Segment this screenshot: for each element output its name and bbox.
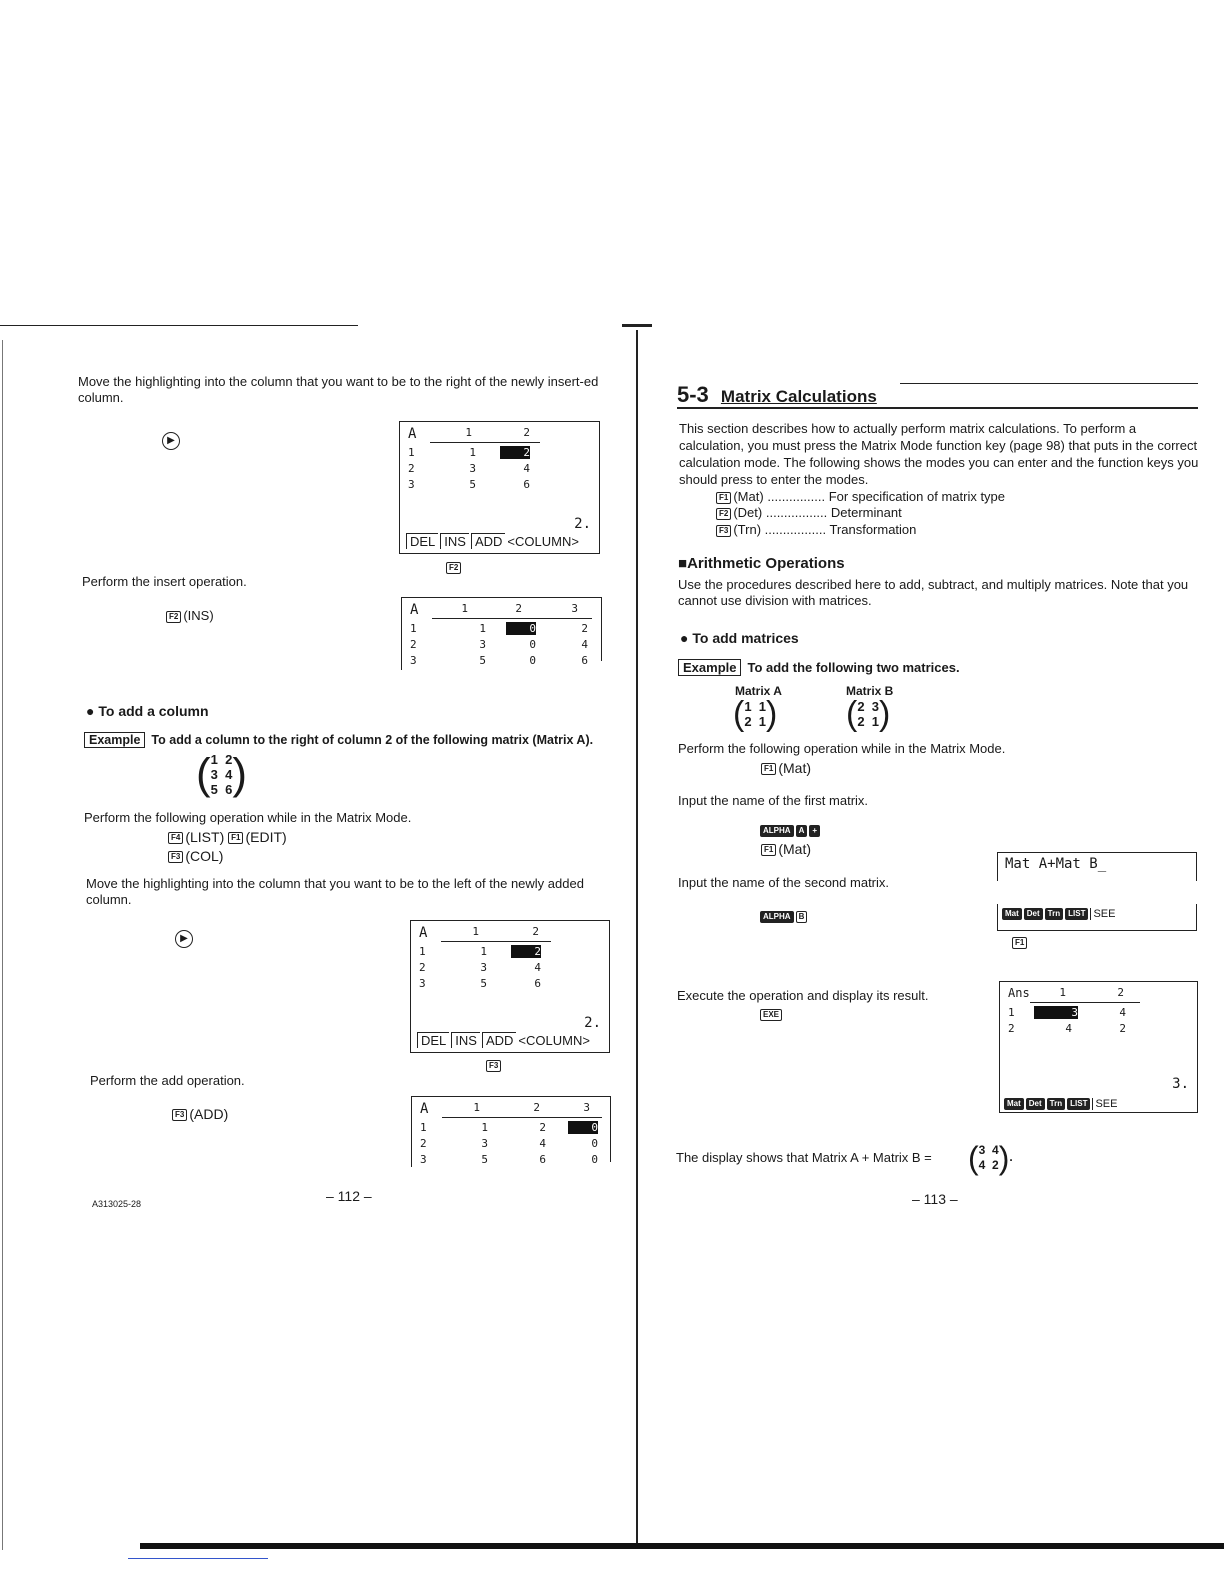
keys-second: ALPHA B xyxy=(760,908,809,924)
cell: 4 xyxy=(523,462,530,475)
cell: 0 xyxy=(591,1153,598,1166)
matrix-name: A xyxy=(410,602,419,618)
col-header: 2 xyxy=(532,925,539,938)
cell: 1 xyxy=(469,446,476,459)
menu-ins[interactable]: INS xyxy=(440,533,469,549)
menu-add[interactable]: ADD xyxy=(482,1032,516,1048)
matrix-name: A xyxy=(420,1101,429,1117)
left-example-line xyxy=(84,732,593,748)
calc-screen-2 xyxy=(401,597,601,670)
matrix-b-display: (2 3 2 1) xyxy=(846,695,891,733)
perform-add-text: Perform the add operation. xyxy=(90,1073,245,1088)
calc-screen-1 xyxy=(399,421,600,554)
row-2: 2 xyxy=(410,638,417,651)
cell: 4 xyxy=(1119,1006,1126,1019)
cell: 5 xyxy=(480,977,487,990)
cell: 4 xyxy=(534,961,541,974)
cell: 6 xyxy=(534,977,541,990)
menu-ins[interactable]: INS xyxy=(451,1032,480,1048)
row-2: 2 xyxy=(1008,1022,1015,1035)
cell-highlighted: 2 xyxy=(511,945,541,958)
col-header: 1 xyxy=(461,602,468,615)
cell: 0 xyxy=(529,638,536,651)
example-label: Example xyxy=(84,732,145,748)
matrix-name: Ans xyxy=(1008,986,1030,1000)
doc-code: A313025-28 xyxy=(92,1199,142,1209)
menu-list[interactable]: LIST xyxy=(1067,1098,1090,1110)
move-left-text: Move the highlighting into the column that you want to be to the left of the newly added column. xyxy=(86,876,584,907)
col-header: 1 xyxy=(473,1101,480,1114)
menu-del[interactable]: DEL xyxy=(406,533,438,549)
matrix-name: A xyxy=(419,925,428,941)
header-underline xyxy=(430,442,540,443)
matrix-a-display: (1 2 3 4 5 6) xyxy=(196,749,248,799)
keys-first: ALPHA A + xyxy=(760,822,822,838)
key-f3-below-screen3: F3 xyxy=(486,1057,503,1073)
exe-key: EXE xyxy=(760,1006,784,1022)
header-underline xyxy=(1030,1002,1140,1003)
cell-highlighted: 0 xyxy=(506,622,536,635)
cell-highlighted: 2 xyxy=(500,446,530,459)
perform-following-left: Perform the following operation while in the Matrix Mode. xyxy=(84,810,412,825)
value-readout: 2. xyxy=(574,516,591,532)
page-number-left: – 112 – xyxy=(326,1188,372,1204)
cell: 5 xyxy=(469,478,476,491)
menu-del[interactable]: DEL xyxy=(417,1032,449,1048)
function-menu xyxy=(1004,1098,1117,1110)
section-number: 5-3 xyxy=(677,382,709,407)
screen2-right-border xyxy=(601,597,603,661)
row-1: 1 xyxy=(419,945,426,958)
cell: 3 xyxy=(469,462,476,475)
value-readout: 3. xyxy=(1172,1076,1189,1092)
cell: 5 xyxy=(481,1153,488,1166)
col-header: 3 xyxy=(571,602,578,615)
cell: 6 xyxy=(523,478,530,491)
left-intro-text: Move the highlighting into the column that you want to be to the right of the newly insert-ed column. xyxy=(78,374,599,405)
function-menu xyxy=(997,904,1197,931)
example-text: To add a column to the right of column 2 of the following matrix (Matrix A). xyxy=(151,733,594,747)
mode-row-trn: F3 (Trn) ................. Transformation xyxy=(716,522,916,538)
cell: 5 xyxy=(479,654,486,667)
add-column-heading: ● To add a column xyxy=(86,703,209,719)
op-mat: F1 (Mat) xyxy=(761,760,811,776)
menu-trn[interactable]: Trn xyxy=(1047,1098,1065,1110)
perform-following-right: Perform the following operation while in the Matrix Mode. xyxy=(678,741,1006,756)
row-2: 2 xyxy=(420,1137,427,1150)
col-header: 1 xyxy=(465,426,472,439)
key-f2-below-screen1: F2 xyxy=(446,559,463,575)
example-label: Example xyxy=(678,659,741,676)
menu-mat[interactable]: Mat xyxy=(1004,1098,1024,1110)
op-mat-2: F1 (Mat) xyxy=(761,841,811,857)
spine-cap xyxy=(622,324,652,327)
menu-column-label: <COLUMN> xyxy=(507,534,579,549)
insert-op: F2 (INS) xyxy=(166,608,214,624)
right-intro-text: This section describes how to actually perform matrix calculations. To perform a calculation, you must press the Matrix Mode function key (page 98) that puts in the correct calculation mode. The following shows the modes you can enter and the function keys you should press to enter the modes. xyxy=(679,421,1199,487)
result-text: The display shows that Matrix A + Matrix B = xyxy=(676,1150,932,1165)
cell: 3 xyxy=(481,1137,488,1150)
menu-mat[interactable]: Mat xyxy=(1002,908,1022,920)
col-header: 2 xyxy=(533,1101,540,1114)
page-number-right: – 113 – xyxy=(912,1191,958,1207)
menu-det[interactable]: Det xyxy=(1026,1098,1045,1110)
cell: 6 xyxy=(581,654,588,667)
op-list-edit: F4 (LIST) F1 (EDIT) xyxy=(168,829,287,845)
mode-row-det: F2 (Det) ................. Determinant xyxy=(716,505,902,521)
arith-text: Use the procedures described here to add, subtract, and multiply matrices. Note that you cannot use division with matrices. xyxy=(678,577,1189,608)
menu-list[interactable]: LIST xyxy=(1065,908,1088,920)
header-underline xyxy=(442,1117,602,1118)
cell: 2 xyxy=(1119,1022,1126,1035)
example-text: To add the following two matrices. xyxy=(747,660,960,675)
row-3: 3 xyxy=(408,478,415,491)
row-1: 1 xyxy=(420,1121,427,1134)
header-underline xyxy=(441,941,551,942)
row-1: 1 xyxy=(1008,1006,1015,1019)
screen4-right-border xyxy=(610,1096,612,1162)
perform-insert-text: Perform the insert operation. xyxy=(82,574,247,589)
cell-highlighted: 0 xyxy=(568,1121,598,1134)
col-header: 2 xyxy=(515,602,522,615)
col-header: 1 xyxy=(1059,986,1066,999)
input-first-text: Input the name of the first matrix. xyxy=(678,793,869,808)
menu-see[interactable]: SEE xyxy=(1090,908,1115,920)
op-col: F3 (COL) xyxy=(168,848,223,864)
col-header: 1 xyxy=(472,925,479,938)
cell: 1 xyxy=(479,622,486,635)
matrix-name: A xyxy=(408,426,417,442)
menu-column-label: <COLUMN> xyxy=(518,1033,590,1048)
add-matrices-heading: ● To add matrices xyxy=(680,630,799,646)
mode-row-mat: F1 (Mat) ................ For specification of matrix type xyxy=(716,489,1005,505)
section-rule xyxy=(900,383,1198,384)
col-header: 2 xyxy=(523,426,530,439)
value-readout: 2. xyxy=(584,1015,601,1031)
cursor-right-key-icon: ▶ xyxy=(162,432,180,450)
menu-add[interactable]: ADD xyxy=(471,533,505,549)
row-1: 1 xyxy=(410,622,417,635)
col-header: 2 xyxy=(1117,986,1124,999)
menu-det[interactable]: Det xyxy=(1024,908,1043,920)
execute-text: Execute the operation and display its result. xyxy=(677,988,929,1003)
cell: 4 xyxy=(539,1137,546,1150)
result-matrix: (3 4 4 2). xyxy=(968,1140,1013,1176)
row-2: 2 xyxy=(408,462,415,475)
cell: 4 xyxy=(1065,1022,1072,1035)
row-1: 1 xyxy=(408,446,415,459)
matrix-a-label: Matrix A xyxy=(735,684,782,698)
right-example-line xyxy=(678,660,960,676)
arith-heading: ■Arithmetic Operations xyxy=(678,555,845,572)
cell: 2 xyxy=(581,622,588,635)
header-underline xyxy=(432,618,592,619)
row-3: 3 xyxy=(410,654,417,667)
bottom-blue-line xyxy=(128,1558,268,1559)
cell: 6 xyxy=(539,1153,546,1166)
row-3: 3 xyxy=(419,977,426,990)
col-header: 3 xyxy=(583,1101,590,1114)
add-op: F3 (ADD) xyxy=(172,1106,228,1122)
bottom-rule xyxy=(140,1543,1224,1549)
calc-screen-3 xyxy=(410,920,610,1053)
calc-screen-6 xyxy=(999,981,1198,1113)
matrix-a-display: (1 1 2 1) xyxy=(733,695,778,733)
cell: 3 xyxy=(480,961,487,974)
key-f1-below-screen5: F1 xyxy=(1012,934,1029,950)
matrix-b-label: Matrix B xyxy=(846,684,894,698)
calc-screen-5 xyxy=(997,852,1197,932)
cursor-right-key-icon-2: ▶ xyxy=(175,930,193,948)
section-header xyxy=(677,382,877,410)
cell: 0 xyxy=(591,1137,598,1150)
section-rule-under xyxy=(677,407,1198,409)
cell: 4 xyxy=(581,638,588,651)
menu-see[interactable]: SEE xyxy=(1092,1098,1117,1110)
section-title: Matrix Calculations xyxy=(720,387,877,406)
left-edge-line xyxy=(2,340,3,1550)
row-3: 3 xyxy=(420,1153,427,1166)
cell: 1 xyxy=(481,1121,488,1134)
calc-screen-4 xyxy=(411,1096,610,1167)
cell: 0 xyxy=(529,654,536,667)
input-second-text: Input the name of the second matrix. xyxy=(678,875,890,890)
menu-trn[interactable]: Trn xyxy=(1045,908,1063,920)
function-menu xyxy=(417,1033,590,1048)
result-line xyxy=(676,1150,932,1166)
cell: 1 xyxy=(480,945,487,958)
cell: 2 xyxy=(539,1121,546,1134)
cell-highlighted: 3 xyxy=(1034,1006,1078,1019)
row-2: 2 xyxy=(419,961,426,974)
page-spine xyxy=(636,330,638,1545)
top-rule-left xyxy=(0,325,358,326)
function-menu xyxy=(406,534,579,549)
entry-line: Mat A+Mat B_ xyxy=(1005,856,1107,872)
cell: 3 xyxy=(479,638,486,651)
